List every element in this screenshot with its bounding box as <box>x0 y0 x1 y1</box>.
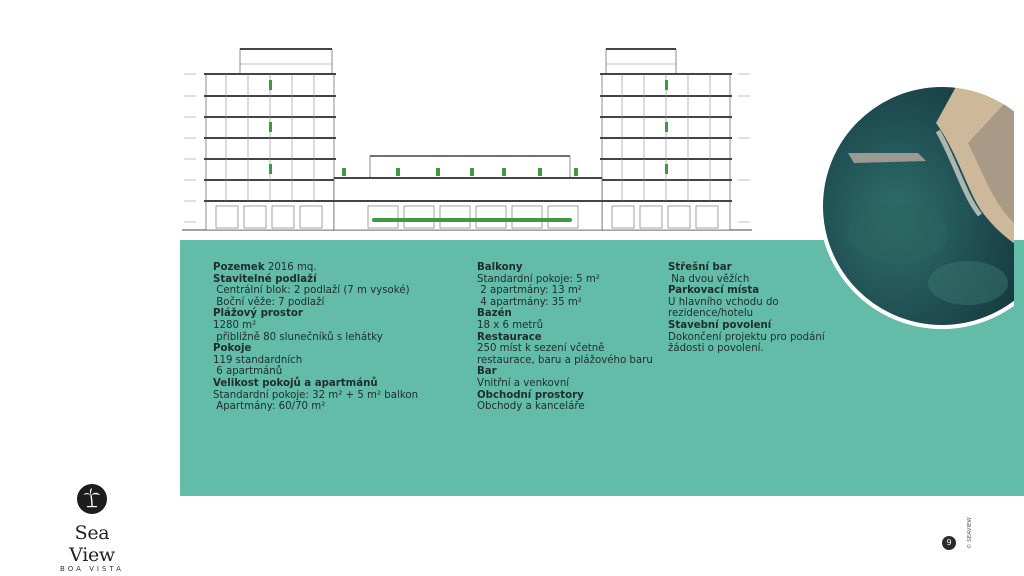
spec-label: Bar <box>477 366 497 378</box>
spec-line: Centrální blok: 2 podlaží (7 m vysoké) <box>213 285 410 297</box>
specs-column-1 <box>213 262 418 413</box>
spec-balkony <box>477 262 653 308</box>
spec-line: Standardní pokoje: 32 m² + 5 m² balkon <box>213 389 419 401</box>
spec-pozemek <box>213 262 418 274</box>
building-elevation-drawing <box>182 44 752 236</box>
spec-line: Standardní pokoje: 5 m² <box>477 273 600 285</box>
copyright-vertical <box>966 516 978 552</box>
spec-plaz <box>213 308 418 343</box>
spec-value: 2016 mq. <box>264 262 317 273</box>
spec-line: Vnitřní a venkovní <box>477 377 570 389</box>
spec-line: Obchody a kanceláře <box>477 401 585 413</box>
spec-label: Pokoje <box>213 343 252 355</box>
spec-label: Velikost pokojů a apartmánů <box>213 377 378 389</box>
spec-label: Pozemek <box>213 262 265 273</box>
spec-label: Střešní bar <box>668 262 732 273</box>
spec-line: 119 standardních <box>213 354 303 366</box>
spec-line: U hlavního vchodu do <box>668 296 779 308</box>
spec-velikost <box>213 378 418 413</box>
spec-line: 18 x 6 metrů <box>477 319 544 331</box>
logo-subtitle: BOA VISTA <box>60 565 124 573</box>
spec-line: Boční věže: 7 podlaží <box>213 296 325 308</box>
spec-line: 1280 m² <box>213 319 257 331</box>
spec-line: 250 míst k sezení včetně <box>477 343 605 355</box>
copyright-text: © SEAVIEW <box>966 517 973 549</box>
spec-line: Dokončení projektu pro podání <box>668 331 825 343</box>
spec-label: Stavební povolení <box>668 319 772 331</box>
spec-line: 4 apartmány: 35 m² <box>477 296 582 308</box>
spec-bar <box>477 366 653 389</box>
spec-label: Obchodní prostory <box>477 389 584 401</box>
spec-label: Balkony <box>477 262 523 273</box>
spec-line: 6 apartmánů <box>213 366 283 378</box>
spec-label: Restaurace <box>477 331 542 343</box>
spec-label: Bazén <box>477 308 512 320</box>
logo-brand-text: Sea View <box>69 522 115 566</box>
spec-line: přibližně 80 slunečníků s lehátky <box>213 331 383 343</box>
page-number: 9 <box>942 536 956 550</box>
aerial-map-image <box>818 83 1014 329</box>
spec-pokoje <box>213 343 418 378</box>
spec-povoleni <box>668 320 825 355</box>
palm-tree-icon <box>77 484 107 514</box>
spec-line: žádosti o povolení. <box>668 343 764 355</box>
spec-line: restaurace, baru a plážového baru <box>477 354 653 366</box>
spec-line: Na dvou věžích <box>668 273 750 285</box>
sea-view-logo <box>50 484 134 573</box>
spec-obchodni <box>477 390 653 413</box>
spec-label: Parkovací místa <box>668 285 760 297</box>
spec-line: rezidence/hotelu <box>668 308 754 320</box>
spec-stresni <box>668 262 825 285</box>
specs-column-3 <box>668 262 825 355</box>
specs-column-2 <box>477 262 653 413</box>
spec-parkovaci <box>668 285 825 320</box>
spec-restaurace <box>477 332 653 367</box>
spec-bazen <box>477 308 653 331</box>
spec-podlazi <box>213 274 418 309</box>
spec-label: Plážový prostor <box>213 308 303 320</box>
spec-line: Apartmány: 60/70 m² <box>213 401 326 413</box>
spec-label: Stavitelné podlaží <box>213 273 317 285</box>
spec-line: 2 apartmány: 13 m² <box>477 285 582 297</box>
